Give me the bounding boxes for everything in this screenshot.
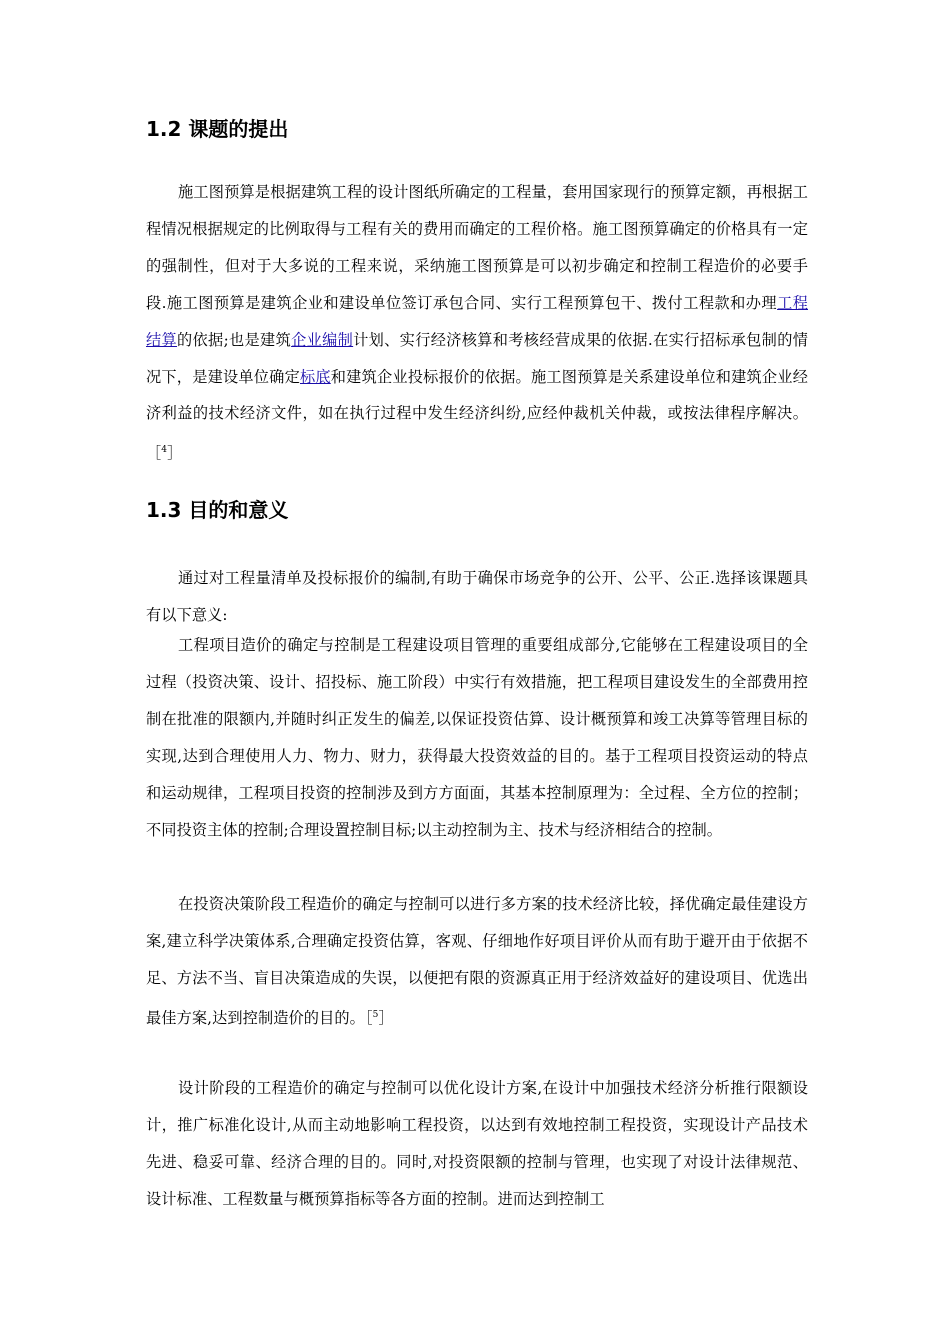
paragraph-text: 施工图预算是根据建筑工程的设计图纸所确定的工程量，套用国家现行的预算定额，再根据工程情况根据规定的比例取得与工程有关的费用而确定的工程价格。施工图预算确定的价格具有一定的强制性，但对于大多说的工程来说，采纳施工图预算是可以初步确定和控制工程造价的必要手段.施工图预算是建筑企业和建设单位签订承包合同、实行工程预算包干、拨付工程款和办理 [146, 183, 808, 312]
section-heading-1-2: 1.2 课题的提出 [146, 117, 289, 141]
paragraph-text: 和建筑企业投标报价的依据。施工图预算是关系建设单位和建筑企业经济利益的技术经济文件，如在执行过程中发生经济纠纷,应经仲裁机关仲裁，或按法律程序解决。［ [146, 367, 808, 463]
paragraph-construction-budget [146, 174, 808, 472]
paragraph-text: ］ [167, 444, 183, 463]
paragraph-design-stage: 设计阶段的工程造价的确定与控制可以优化设计方案,在设计中加强技术经济分析推行限额设计，推广标准化设计,从而主动地影响工程投资，以达到有效地控制工程投资，实现设计产品技术先进、稳妥可靠、经济合理的目的。同时,对投资限额的控制与管理，也实现了对设计法律规范、设计标准、工程数量与概预算指标等各方面的控制。进而达到控制工 [146, 1079, 808, 1208]
link-base-bid[interactable]: 标底 [299, 367, 331, 386]
section-heading-1-3: 1.3 目的和意义 [146, 498, 289, 522]
citation-number: 5 [372, 1009, 379, 1020]
paragraph-purpose-intro: 通过对工程量清单及投标报价的编制,有助于确保市场竞争的公开、公平、公正.选择该课题具有以下意义: [146, 569, 808, 624]
paragraph-text: 的依据;也是建筑 [177, 330, 292, 349]
paragraph-text: 在投资决策阶段工程造价的确定与控制可以进行多方案的技术经济比较，择优确定最佳建设方案,建立科学决策体系,合理确定投资估算，客观、仔细地作好项目评价从而有助于避开由于依据不足、方法不当、盲目决策造成的失误，以便把有限的资源真正用于经济效益好的建设项目、优选出最佳方案,达到控制造价的目的。［ [146, 895, 808, 1027]
paragraph-investment-decision [146, 886, 808, 1037]
paragraph-text: 计划、实行经济核算和考核经营成果的依据.在实行招标承包制的情况下，是建设单位确定 [146, 330, 808, 386]
link-enterprise-planning[interactable]: 企业编制 [291, 330, 354, 349]
citation-number: 4 [161, 445, 168, 456]
paragraph-text: ］ [378, 1008, 394, 1027]
link-project-settlement[interactable]: 工程结算 [146, 293, 808, 349]
paragraph-cost-control: 工程项目造价的确定与控制是工程建设项目管理的重要组成部分,它能够在工程建设项目的全过程（投资决策、设计、招投标、施工阶段）中实行有效措施，把工程项目建设发生的全部费用控制在批准的限额内,并随时纠正发生的偏差,以保证投资估算、设计概预算和竣工决算等管理目标的实现,达到合理使用人力、物力、财力，获得最大投资效益的目的。基于工程项目投资运动的特点和运动规律，工程项目投资的控制涉及到方方面面，其基本控制原理为：全过程、全方位的控制；不同投资主体的控制;合理设置控制目标;以主动控制为主、技术与经济相结合的控制。 [146, 636, 808, 839]
